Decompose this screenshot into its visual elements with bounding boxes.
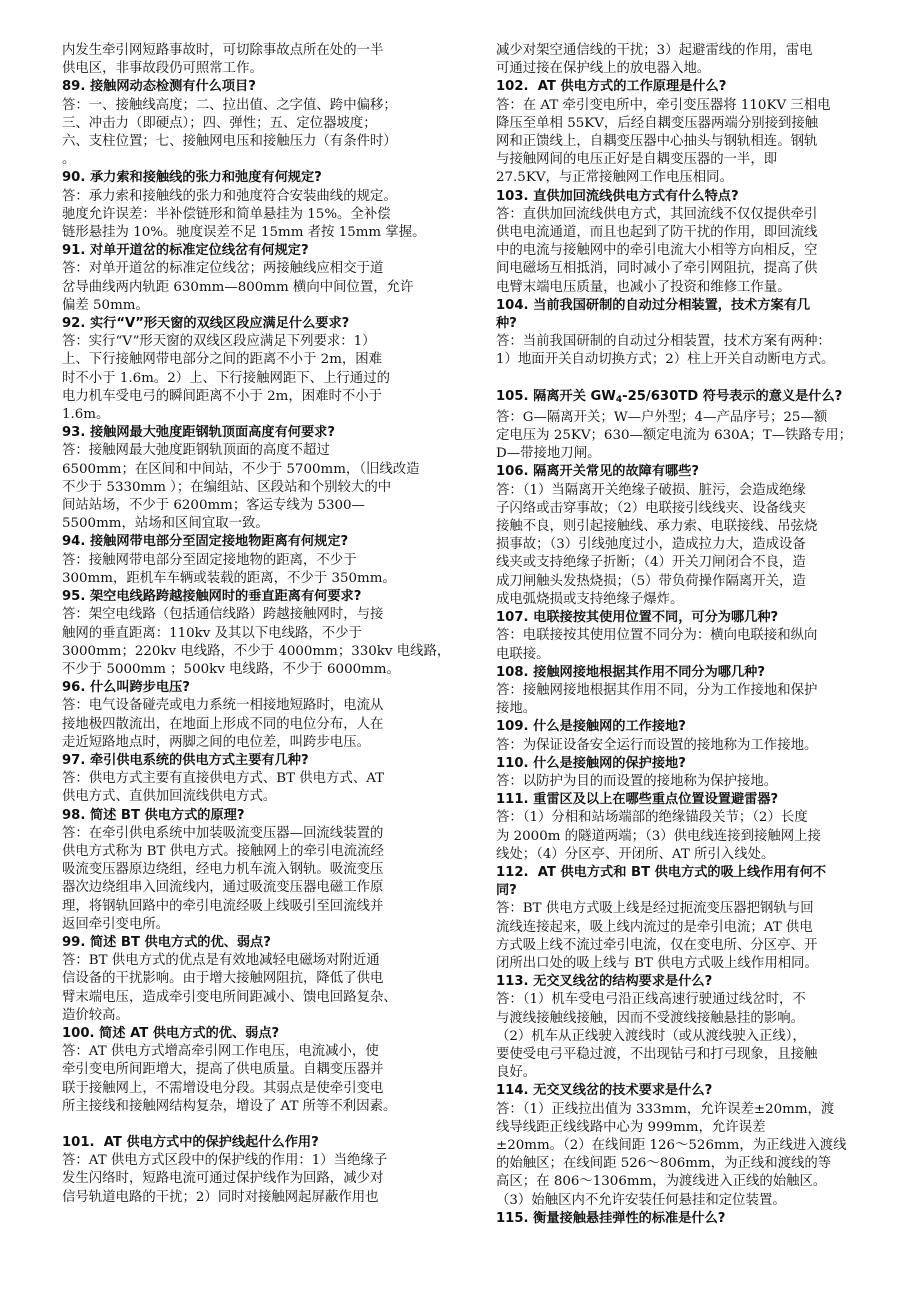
answer-text: 答：（1）当隔离开关绝缘子破损、脏污，会造成绝缘 子闪络或击穿事故；（2）电联接引线线夹、设备线夹 接触不良，则引起接触线、承力索、电联接线、吊弦烧 损事故；（3）引线弛度过小，造成拉力大，造成设备 线夹或支持绝缘子折断；（4）开关刀闸闭合不良，造 成刀闸触头发热烧损；（5）带负荷操作隔离开关，造 成电弧烧损或支持绝缘子爆炸。 bbox=[496, 482, 818, 607]
answer-text: 减少对架空通信线的干扰；3）起避雷线的作用，雷电 可通过接在保护线上的放电器入地。 bbox=[496, 43, 813, 77]
answer-text: 答：在牵引供电系统中加装吸流变压器—回流线装置的 供电方式称为 BT 供电方式。接触网上的牵引电流流经 吸流变压器原边绕组，经电力机车流入钢轨。吸流变压 器次边绕组串入回流线内，通过吸流变压器电磁工作原 理，将钢轨回路中的牵引电流经吸上线吸引至回流线并 返回牵引变电所。 bbox=[62, 825, 384, 932]
question-heading: 111. 重雷区及以上在哪些重点位置设置避雷器? bbox=[496, 792, 779, 808]
question-heading bbox=[496, 388, 894, 409]
answer-text: 答：AT 供电方式区段中的保护线的作用：1）当绝缘子 发生闪络时，短路电流可通过保护线作为回路，减少对 信号轨道电路的干扰；2）同时对接触网起屏蔽作用也 bbox=[62, 1153, 388, 1205]
answer-text: 答：电联接按其使用位置不同分为：横向电联接和纵向 电联接。 bbox=[496, 628, 818, 662]
answer-text: 答：为保证设备安全运行而设置的接地称为工作接地。 bbox=[496, 737, 818, 753]
question-heading: 113. 无交叉线岔的结构要求是什么? bbox=[496, 974, 713, 990]
answer-text: 答：接触网最大弛度距钢轨顶面的高度不超过 6500mm；在区间和中间站，不少于 5700mm，（旧线改造 不少于 5330mm ）；在编组站、区段站和个别较大的中 间站站场，不少于 6200mm；客运专线为 5300— 5500mm，站场和区间宜取一致。 bbox=[62, 443, 420, 532]
question-heading: 109. 什么是接触网的工作接地? bbox=[496, 719, 686, 735]
question-heading: 96. 什么叫跨步电压? bbox=[62, 680, 190, 696]
answer-text: 答：（1）正线拉出值为 333mm，允许误差±20mm，渡 线导线距正线线路中心为 999mm，允许误差 ±20mm。（2）在线间距 126～526mm，为正线进入渡线 的始触区；在线间距 526～806mm，为正线和渡线的等 高区；在 806～1306mm，为渡线进入正线的始触区。 （3）始触区内不允许安装任何悬挂和定位装置。 bbox=[496, 1101, 847, 1208]
left-column bbox=[62, 42, 460, 1207]
question-heading: 103. 直供加回流线供电方式有什么特点? bbox=[496, 188, 739, 204]
answer-text: 答：电气设备碰壳或电力系统一相接地短路时，电流从 接地极四散流出，在地面上形成不同的电位分布，人在 走近短路地点时，两脚之间的电位差，叫跨步电压。 bbox=[62, 698, 384, 750]
question-heading: 93. 接触网最大弛度距钢轨顶面高度有何要求? bbox=[62, 425, 335, 441]
question-heading: 115. 衡量接触悬挂弹性的标准是什么? bbox=[496, 1210, 726, 1226]
answer-text: 答：供电方式主要有直接供电方式、BT 供电方式、AT 供电方式、直供加回流线供电方式。 bbox=[62, 771, 385, 805]
question-heading: 102. AT 供电方式的工作原理是什么? bbox=[496, 79, 727, 95]
question-heading: 114. 无交叉线岔的技术要求是什么? bbox=[496, 1083, 713, 1099]
question-heading: 89. 接触网动态检测有什么项目? bbox=[62, 79, 256, 95]
answer-text: 答：当前我国研制的自动过分相装置，技术方案有两种： 1）地面开关自动切换方式；2）柱上开关自动断电方式。 bbox=[496, 334, 835, 368]
question-heading: 99. 简述 BT 供电方式的优、弱点? bbox=[62, 934, 271, 950]
question-heading: 98. 简述 BT 供电方式的原理? bbox=[62, 807, 245, 823]
question-heading: 97. 牵引供电系统的供电方式主要有几种? bbox=[62, 752, 309, 768]
answer-text: 答：BT 供电方式的优点是有效地减轻电磁场对附近通 信设备的干扰影响。由于增大接触网阻抗，降低了供电 臂末端电压，造成牵引变电所间距减小、馈电回路复杂、 造价较高。 bbox=[62, 953, 397, 1023]
answer-text: 答：对单开道岔的标准定位线岔；两接触线应相交于道 岔导曲线两内轨距 630mm—800mm 横向中间位置，允许 偏差 50mm。 bbox=[62, 261, 414, 313]
question-heading: 110. 什么是接触网的保护接地? bbox=[496, 755, 686, 771]
blank-line bbox=[496, 370, 894, 388]
blank-line bbox=[62, 1116, 460, 1134]
answer-text: 答：（1）机车受电弓沿正线高速行驶通过线岔时，不 与渡线接触线接触，因而不受渡线接触悬挂的影响。 （2）机车从正线驶入渡线时（或从渡线驶入正线）， 要使受电弓平稳过渡，不出现钻弓和打弓现象，且接触 良好。 bbox=[496, 992, 818, 1081]
subscript: 4 bbox=[615, 394, 623, 405]
answer-text: 答：（1）分相和站场端部的绝缘锚段关节；（2）长度 为 2000m 的隧道两端；（3）供电线连接到接触网上接 线处；（4）分区亭、开闭所、AT 所引入线处。 bbox=[496, 810, 821, 862]
question-text-part: -25/630TD 符号表示的意义是什么? bbox=[622, 388, 843, 404]
question-heading: 106. 隔离开关常见的故障有哪些? bbox=[496, 464, 700, 480]
answer-text: 答：直供加回流线供电方式，其回流线不仅仅提供牵引 供电电流通道，而且也起到了防干扰的作用，即回流线 中的电流与接触网中的牵引电流大小相等方向相反，空 间电磁场互相抵消，同时减小了牵引网阻抗，提高了供 电臂末端电压质量，也减小了投资和维修工作量。 bbox=[496, 206, 818, 295]
answer-text: 答：G—隔离开关；W—户外型；4—产品序号；25—额 定电压为 25KV；630—额定电流为 630A；T—铁路专用； D—带接地刀闸。 bbox=[496, 409, 852, 462]
answer-text: 答：BT 供电方式吸上线是经过扼流变压器把钢轨与回 流线连接起来，吸上线内流过的是牵引电流；AT 供电 方式吸上线不流过牵引电流，仅在变电所、分区亭、开 闭所出口处的吸上线与 BT 供电方式吸上线作用相同。 bbox=[496, 901, 818, 971]
answer-text: 答：接触网接地根据其作用不同，分为工作接地和保护 接地。 bbox=[496, 682, 818, 717]
question-heading: 100. 简述 AT 供电方式的优、弱点? bbox=[62, 1025, 280, 1041]
question-heading: 101. AT 供电方式中的保护线起什么作用? bbox=[62, 1134, 319, 1150]
answer-text: 内发生牵引网短路事故时，可切除事故点所在处的一半 供电区，非事故段仍可照常工作。 bbox=[62, 43, 384, 77]
answer-text: 答：架空电线路（包括通信线路）跨越接触网时，与接 触网的垂直距离：110kv 及其以下电线路，不少于 3000mm；220kv 电线路，不少于 4000mm；330kv 电线路， 不少于 5000mm ；500kv 电线路，不少于 6000mm。 bbox=[62, 607, 451, 677]
right-column bbox=[496, 42, 894, 1228]
question-heading: 112. AT 供电方式和 BT 供电方式的吸上线作用有何不 同? bbox=[496, 864, 827, 899]
answer-text: 答：以防护为目的而设置的接地称为保护接地。 bbox=[496, 773, 778, 789]
question-heading: 92. 实行“V”形天窗的双线区段应满足什么要求? bbox=[62, 316, 350, 332]
question-heading: 90. 承力索和接触线的张力和弛度有何规定? bbox=[62, 170, 322, 186]
question-heading: 91. 对单开道岔的标准定位线岔有何规定? bbox=[62, 243, 309, 259]
question-text-part: 105. 隔离开关 GW bbox=[496, 388, 616, 404]
question-heading: 95. 架空电线路跨越接触网时的垂直距离有何要求? bbox=[62, 589, 362, 605]
question-heading: 104. 当前我国研制的自动过分相装置，技术方案有几 种? bbox=[496, 297, 811, 332]
question-heading: 94. 接触网带电部分至固定接地物距离有何规定? bbox=[62, 534, 349, 550]
question-heading: 108. 接触网接地根据其作用不同分为哪几种? bbox=[496, 664, 765, 680]
answer-text: 答：在 AT 牵引变电所中，牵引变压器将 110KV 三相电 降压至单相 55KV，后经自耦变压器两端分别接到接触 网和正馈线上，自耦变压器中心抽头与钢轨相连。钢轨 与接触网间的电压正好是自耦变压器的一半，即 27.5KV，与正常接触网工作电压相同。 bbox=[496, 97, 831, 186]
answer-text: 答：实行“V”形天窗的双线区段应满足下列要求：1） 上、下行接触网带电部分之间的距离不小于 2m，困难 时不小于 1.6m。2）上、下行接触网距下、上行通过的 电力机车受电弓的瞬间距离不小于 2m，困难时不小于 1.6m。 bbox=[62, 334, 390, 423]
answer-text: 答：承力索和接触线的张力和弛度符合安装曲线的规定。 驰度允许误差：半补偿链形和简单悬挂为 15%。全补偿 链形悬挂为 10%。驰度误差不足 15mm 者按 15mm 掌握。 bbox=[62, 188, 426, 241]
answer-text: 答：AT 供电方式增高牵引网工作电压，电流减小，使 牵引变电所间距增大，提高了供电质量。自耦变压器并 联于接触网上，不需增设电分段。其弱点是使牵引变电 所主接线和接触网结构复杂，增设了 AT 所等不利因素。 bbox=[62, 1044, 397, 1114]
answer-text: 答：接触网带电部分至固定接地物的距离，不少于 300mm，距机车车辆或装载的距离，不少于 350mm。 bbox=[62, 552, 396, 586]
question-heading: 107. 电联接按其使用位置不同，可分为哪几种? bbox=[496, 610, 779, 626]
answer-text: 答：一、接触线高度；二、拉出值、之字值、跨中偏移； 三、冲击力（即硬点）；四、弹性；五、定位器坡度； 六、支柱位置；七、接触网电压和接触压力（有条件时） 。 bbox=[62, 97, 397, 168]
